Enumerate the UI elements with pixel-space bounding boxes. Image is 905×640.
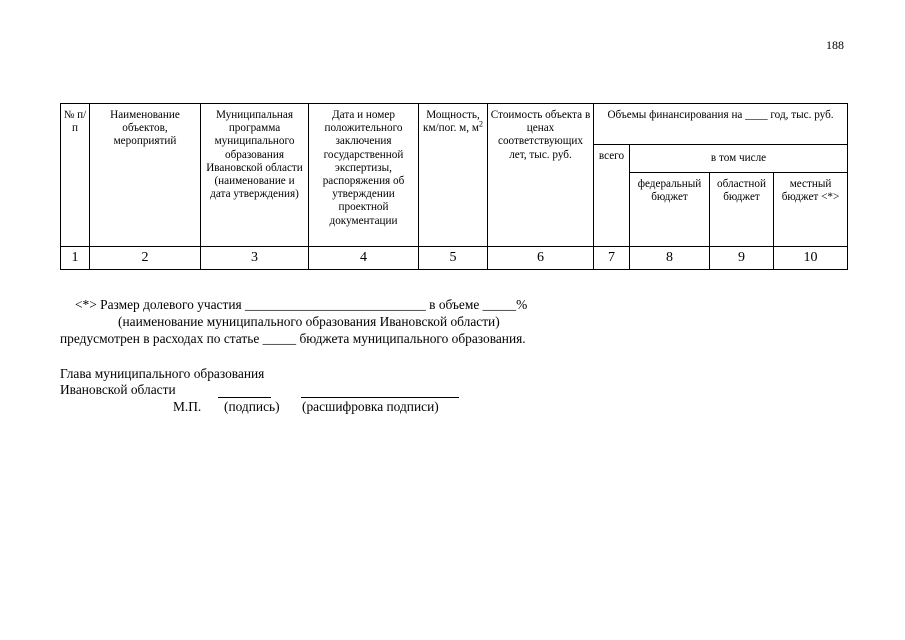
column-number-cell: 4	[309, 247, 419, 270]
column-number-cell: 2	[90, 247, 201, 270]
column-number-cell: 8	[630, 247, 710, 270]
financing-table	[60, 103, 848, 270]
column-number-cell: 1	[61, 247, 90, 270]
column-number-cell: 6	[488, 247, 594, 270]
signature-label: (подпись)	[224, 399, 280, 414]
header-regional: областной бюджет	[710, 173, 774, 247]
signature-underline	[218, 397, 271, 398]
header-financing: Объемы финансирования на ____ год, тыс. руб.	[594, 104, 848, 145]
column-number-cell: 7	[594, 247, 630, 270]
header-number: № п/п	[61, 104, 90, 247]
signature-title-line-2: Ивановской области	[60, 382, 176, 397]
header-name: Наименование объектов, мероприятий	[90, 104, 201, 247]
header-capacity-text: Мощность, км/пог. м, м	[423, 109, 480, 135]
decode-underline	[301, 397, 459, 398]
header-capacity	[419, 104, 488, 247]
header-total: всего	[594, 145, 630, 247]
header-program: Муниципальная программа муниципального образования Ивановской области (наименование и дата утверждения)	[201, 104, 309, 247]
signature-title-line-1: Глава муниципального образования	[60, 366, 265, 381]
column-number-cell: 10	[774, 247, 848, 270]
stamp-label: М.П.	[173, 399, 202, 414]
column-number-cell: 3	[201, 247, 309, 270]
footnote-line-1: <*> Размер долевого участия ___________________________ в объеме _____%	[75, 297, 528, 312]
header-expertise: Дата и номер положительного заключения государственной экспертизы, распоряжения об утверждении проектной документации	[309, 104, 419, 247]
header-local: местный бюджет <*>	[774, 173, 848, 247]
footnote-line-3: предусмотрен в расходах по статье _____ бюджета муниципального образования.	[60, 331, 526, 346]
footnote-line-2: (наименование муниципального образования Ивановской области)	[118, 314, 500, 329]
page-number: 188	[826, 38, 844, 52]
column-number-cell: 9	[710, 247, 774, 270]
decode-label: (расшифровка подписи)	[302, 399, 439, 414]
header-cost: Стоимость объекта в ценах соответствующих лет, тыс. руб.	[488, 104, 594, 247]
header-capacity-sup: 2	[478, 119, 483, 129]
header-including: в том числе	[630, 145, 848, 173]
column-number-cell: 5	[419, 247, 488, 270]
header-federal: федеральный бюджет	[630, 173, 710, 247]
